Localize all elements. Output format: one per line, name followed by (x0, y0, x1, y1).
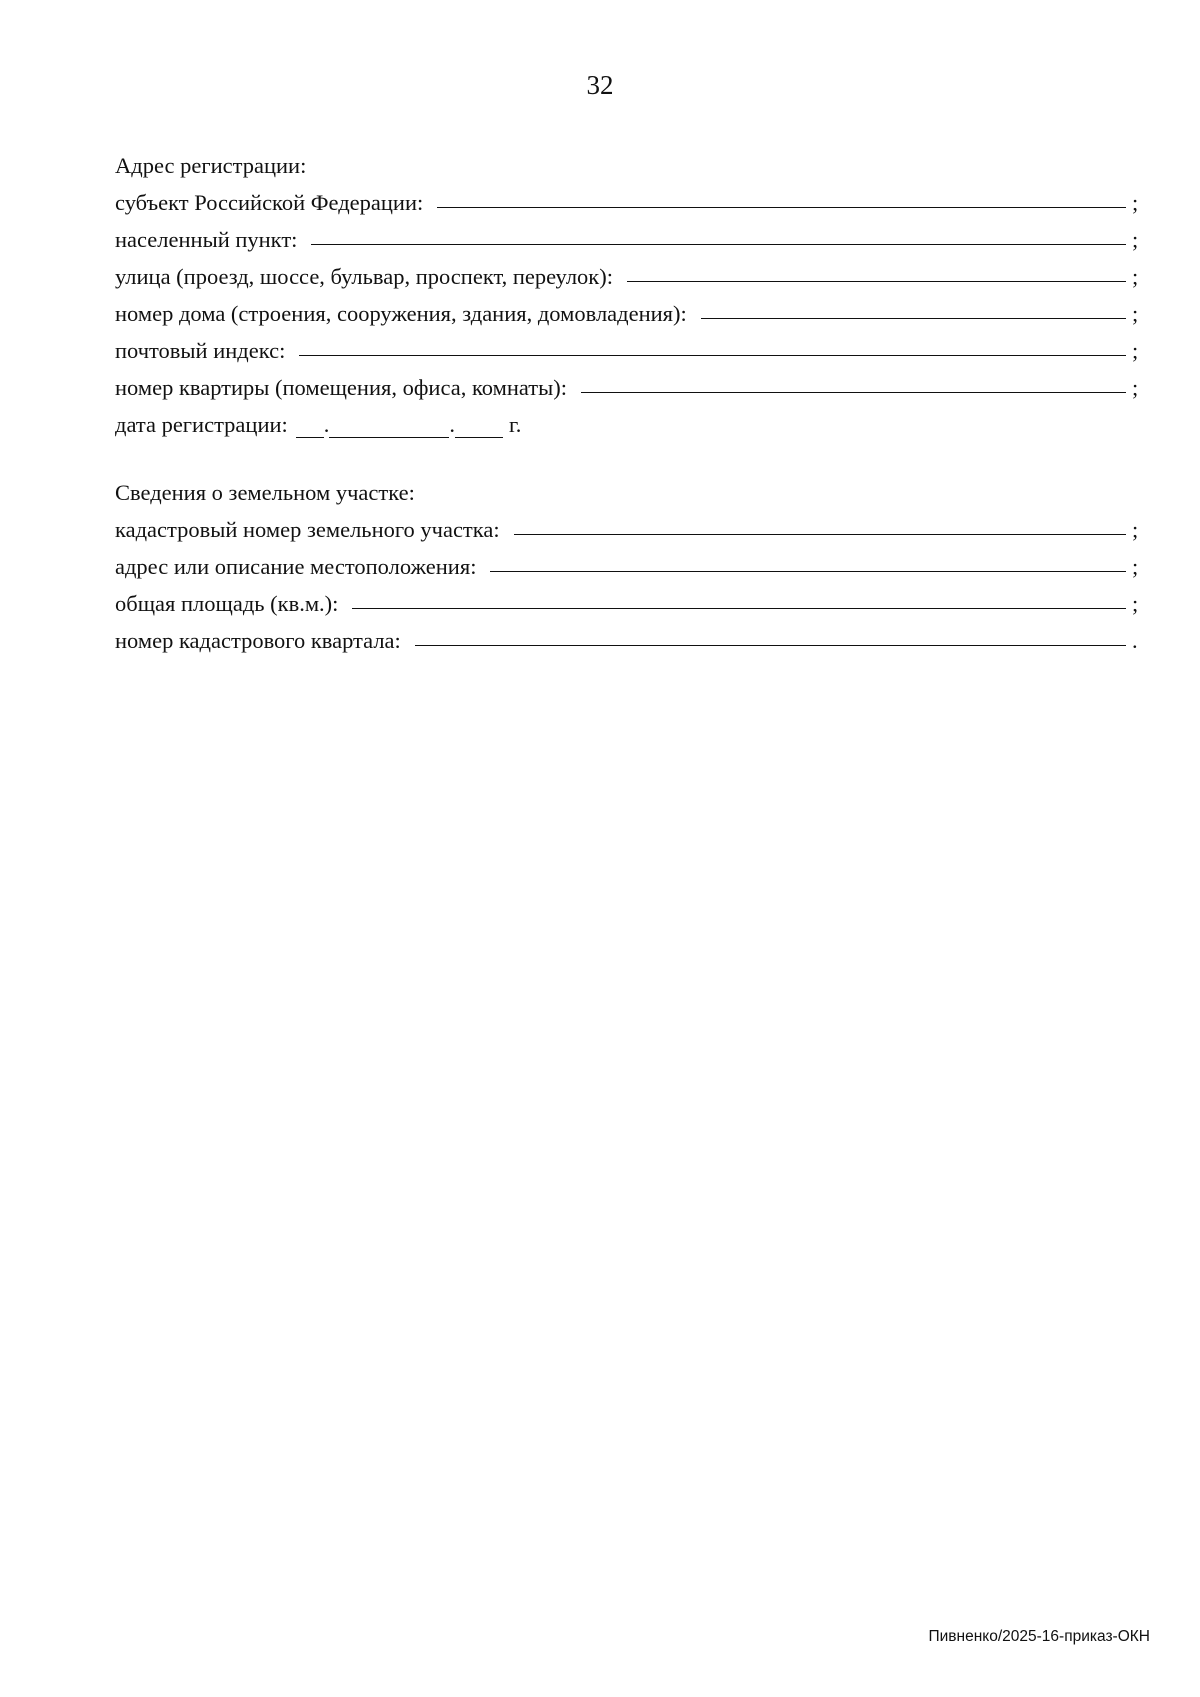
registration-heading-line (115, 142, 1140, 179)
line-end-punct: ; (1132, 517, 1139, 542)
house-line (115, 290, 1140, 327)
subject-line (115, 179, 1140, 216)
line-end-punct: ; (1132, 264, 1139, 289)
locality-blank[interactable] (311, 243, 1126, 245)
date-year-blank[interactable] (455, 436, 503, 438)
line-end-punct: ; (1132, 338, 1139, 363)
plot-area-blank[interactable] (352, 607, 1126, 609)
plot-area-line (115, 580, 1140, 617)
subject-label: субъект Российской Федерации: (115, 190, 424, 215)
line-end-punct: ; (1132, 227, 1139, 252)
registration-heading: Адрес регистрации: (115, 153, 307, 178)
apartment-blank[interactable] (581, 391, 1126, 393)
street-label: улица (проезд, шоссе, бульвар, проспект, переулок): (115, 264, 613, 289)
year-suffix: г. (509, 412, 522, 437)
cadastral-number-label: кадастровый номер земельного участка: (115, 517, 500, 542)
house-label: номер дома (строения, сооружения, здания, домовладения): (115, 301, 687, 326)
cadastral-number-line (115, 506, 1140, 543)
plot-address-label: адрес или описание местоположения: (115, 554, 477, 579)
registration-date-label: дата регистрации: (115, 412, 288, 437)
date-month-blank[interactable] (329, 436, 449, 438)
date-separator: . (449, 412, 456, 437)
land-plot-section (115, 469, 1140, 654)
date-day-blank[interactable] (296, 436, 324, 438)
date-separator: . (323, 412, 330, 437)
page-number: 32 (586, 70, 614, 100)
registration-address-section (115, 142, 1140, 438)
street-line (115, 253, 1140, 290)
registration-date-line (115, 401, 1140, 438)
locality-line (115, 216, 1140, 253)
street-blank[interactable] (627, 280, 1126, 282)
line-end-punct: ; (1132, 375, 1139, 400)
plot-address-blank[interactable] (490, 570, 1126, 572)
locality-label: населенный пункт: (115, 227, 298, 252)
apartment-line (115, 364, 1140, 401)
quarter-number-blank[interactable] (415, 644, 1126, 646)
line-end-punct: ; (1132, 591, 1139, 616)
postal-code-line (115, 327, 1140, 364)
land-plot-heading: Сведения о земельном участке: (115, 480, 415, 505)
plot-area-label: общая площадь (кв.м.): (115, 591, 339, 616)
cadastral-number-blank[interactable] (514, 533, 1126, 535)
plot-address-line (115, 543, 1140, 580)
line-end-punct: ; (1132, 190, 1139, 215)
quarter-number-line (115, 617, 1140, 654)
land-plot-heading-line (115, 469, 1140, 506)
house-blank[interactable] (701, 317, 1126, 319)
line-end-punct: ; (1132, 301, 1139, 326)
document-footer: Пивненко/2025-16-приказ-ОКН (928, 1628, 1150, 1645)
postal-code-label: почтовый индекс: (115, 338, 286, 363)
line-end-punct: . (1132, 628, 1138, 653)
postal-code-blank[interactable] (299, 354, 1126, 356)
quarter-number-label: номер кадастрового квартала: (115, 628, 401, 653)
subject-blank[interactable] (437, 206, 1126, 208)
line-end-punct: ; (1132, 554, 1139, 579)
apartment-label: номер квартиры (помещения, офиса, комнаты): (115, 375, 567, 400)
